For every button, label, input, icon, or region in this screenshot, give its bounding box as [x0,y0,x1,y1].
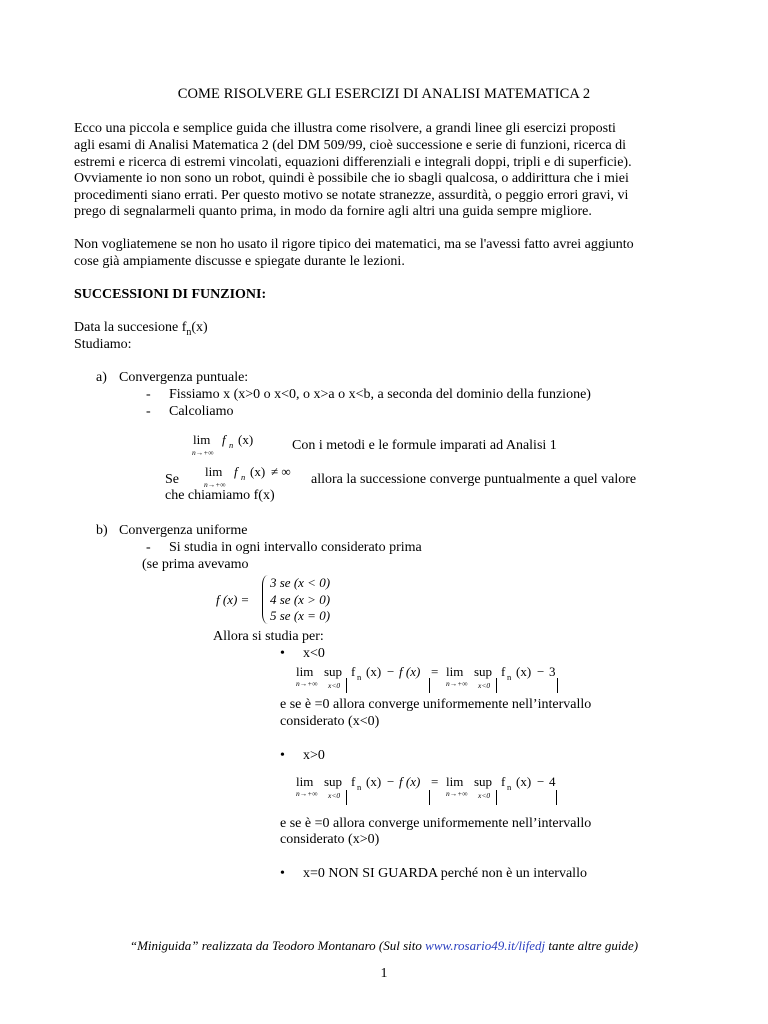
fn-arg: (x) [366,774,382,789]
fn-f: f [234,464,238,479]
abs-bar [346,790,347,805]
constant: 4 [549,774,556,789]
fn-arg: (x) [250,464,266,479]
constant: 3 [549,664,556,679]
allora-text: Allora si studia per: [213,629,324,644]
intro-line: procedimenti siano errati. Per questo motivo se notate stranezze, assurdità, o peggio errori gravi, vi [74,188,629,203]
lim-word: lim [446,664,464,679]
lim-sub: n→+∞ [446,679,468,688]
section-heading: SUCCESSIONI DI FUNZIONI: [74,287,267,302]
case-row: 4 se (x > 0) [270,592,331,607]
fn-f: f [351,664,356,679]
case-row: 3 se (x < 0) [270,575,331,590]
intro-line: Ecco una piccola e semplice guida che illustra come risolvere, a grandi linee gli esercizi proposti [74,121,616,136]
equals-sign: = [431,664,439,679]
page-number: 1 [380,966,388,981]
methods-text: Con i metodi e le formule imparati ad Analisi 1 [292,438,557,453]
equals-sign: = [431,774,439,789]
abs-bar [496,678,497,693]
lim-word: lim [446,774,464,789]
fx-label: f (x) = [216,592,250,607]
section-a-title: Convergenza puntuale: [119,370,249,385]
converge-text: allora la successione converge puntualmente a quel valore [311,472,637,487]
section-a-item2: Calcoliamo [169,404,234,419]
lim-word: lim [296,664,314,679]
case1-label: x<0 [303,646,325,661]
second-line: Non vogliatemene se non ho usato il rigore tipico dei matematici, ma se l'avessi fatto avrei aggiunto [74,237,634,252]
footer-suffix: tante altre guide) [545,938,639,953]
section-a-item1: Fissiamo x (x>0 o x<0, o x>a o x<b, a seconda del dominio della funzione) [169,387,591,402]
fn-sub: n [357,672,362,682]
bullet: • [280,646,285,661]
intro-line: Ovviamente io non sono un robot, quindi è possibile che io sbagli qualcosa, o addirittura che i miei [74,171,629,186]
sup-word: sup [474,774,493,789]
intro-line: estremi e ricerca di estremi vincolati, equazioni differenziali e integrali doppi, tripli e di superficie). [74,155,632,170]
data-line-prefix: Data la succesione [74,320,182,335]
studiamo-text: Studiamo: [74,337,132,352]
case2-text: considerato (x>0) [280,832,380,847]
fn-f: f [222,432,226,447]
lim-sub: n→+∞ [296,679,318,688]
fn-sub: n [241,472,246,482]
abs-bar [556,790,557,805]
second-line: cose già ampiamente discusse e spiegate durante le lezioni. [74,254,405,269]
data-line-sub: n [186,326,192,338]
case1-text: e se è =0 allora converge uniformemente nell’intervallo [280,697,592,712]
bullet: • [280,748,285,763]
chiamiamo-text: che chiamiamo f(x) [165,488,275,503]
fx-term: f (x) [399,664,421,679]
intro-line: prego di segnalarmeli quanto prima, in modo da fornire agli altri una guida sempre migliore. [74,204,592,219]
lim-sub: n→+∞ [204,480,226,489]
lim-word: lim [193,432,211,447]
data-line-f: f [181,320,187,335]
section-b-label: b) [96,523,108,538]
minus-sign: − [387,774,395,789]
case1-text: considerato (x<0) [280,714,380,729]
fn-arg: (x) [516,774,532,789]
sup-sub: x<0 [328,791,341,800]
lim-sub: n→+∞ [446,789,468,798]
fn-arg: (x) [516,664,532,679]
lim-word: lim [296,774,314,789]
dash: - [146,540,151,555]
fn-sub: n [507,782,512,792]
fx-term: f (x) [399,774,421,789]
sup-word: sup [324,664,343,679]
neq-infinity: ≠ ∞ [271,464,291,479]
section-b-title: Convergenza uniforme [119,523,248,538]
sup-word: sup [324,774,343,789]
minus-sign: − [387,664,395,679]
minus-sign: − [537,774,545,789]
footer-prefix: “Miniguida” realizzata da Teodoro Montanaro (Sul sito [129,938,426,953]
abs-bar [346,678,347,693]
lim-sub: n→+∞ [192,448,214,457]
section-a-label: a) [96,370,107,385]
case2-label: x>0 [303,748,325,763]
fn-f: f [501,664,506,679]
sup-sub: x<0 [478,681,491,690]
fn-f: f [351,774,356,789]
sup-sub: x<0 [478,791,491,800]
lim-word: lim [205,464,223,479]
sup-word: sup [474,664,493,679]
prima-text: (se prima avevamo [142,557,249,572]
footer-link[interactable]: www.rosario49.it/lifedj [425,938,546,953]
fn-sub: n [229,440,234,450]
abs-bar [429,678,430,693]
case-row: 5 se (x = 0) [270,608,331,623]
footer [0,938,768,954]
intro-line: agli esami di Analisi Matematica 2 (del DM 509/99, cioè successione e serie di funzioni, ricerca di [74,138,627,153]
page-title: COME RISOLVERE GLI ESERCIZI DI ANALISI MATEMATICA 2 [177,86,591,102]
fn-sub: n [357,782,362,792]
data-line-suffix: (x) [191,320,208,335]
abs-bar [496,790,497,805]
fn-f: f [501,774,506,789]
section-b-item1: Si studia in ogni intervallo considerato prima [169,540,422,555]
minus-sign: − [537,664,545,679]
fn-arg: (x) [366,664,382,679]
lim-sub: n→+∞ [296,789,318,798]
se-word: Se [165,472,179,487]
dash: - [146,387,151,402]
fn-sub: n [507,672,512,682]
left-brace [262,575,269,624]
abs-bar [557,678,558,693]
fn-arg: (x) [238,432,254,447]
abs-bar [429,790,430,805]
sup-sub: x<0 [328,681,341,690]
case3-text: x=0 NON SI GUARDA perché non è un intervallo [303,866,587,881]
case2-text: e se è =0 allora converge uniformemente nell’intervallo [280,816,592,831]
bullet: • [280,866,285,881]
dash: - [146,404,151,419]
